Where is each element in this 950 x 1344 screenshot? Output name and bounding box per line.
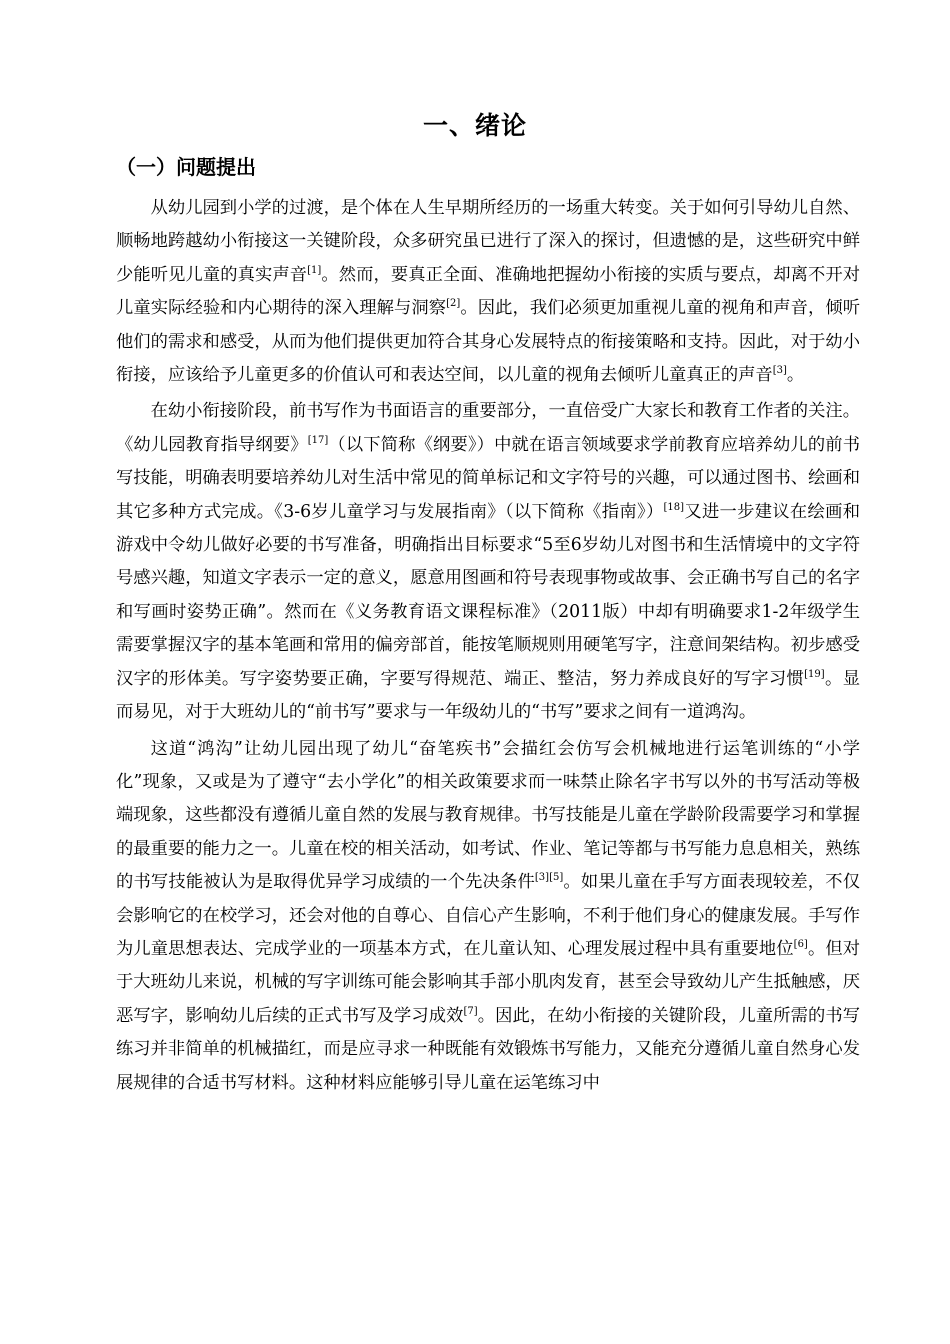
section-title: （一）问题提出 [116,155,256,179]
text-run: 。因此，在幼小衔接的关键阶段，儿童所需的书写练习并非简单的机械描红，而是应寻求一种既能有效锻炼书写能力，又能充分遵循儿童自然身心发展规律的合适书写材料。这种材料应能够引导儿童在运笔练习中 [116,1005,860,1093]
text-run: 又进一步建议在绘画和游戏中令幼儿做好必要的书写准备，明确指出目标要求“5至6岁幼儿对图书和生活情境中的文字符号感兴趣，知道文字表示一定的意义，愿意用图画和符号表现事物或故事、会正确书写自己的名字和写画时姿势正确”。然而在《义务教育语文课程标准》（2011版）中却有明确要求1-2年级学生需要掌握汉字的基本笔画和常用的偏旁部首，能按笔顺规则用硬笔写字，注意间架结构。初步感受汉字的形体美。写字姿势要正确，字要写得规范、端正、整洁，努力养成良好的写字习惯 [116,501,860,689]
citation-ref: [7] [463,1005,478,1017]
body-text [116,192,860,1103]
citation-ref: [3][5] [534,872,564,884]
text-run: 。因此，我们必须更加重视儿童的视角和声音，倾听他们的需求和感受，从而为他们提供更加符合其身心发展特点的衔接策略和支持。因此，对于幼小衔接，应该给予儿童更多的价值认可和表达空间，以儿童的视角去倾听儿童真正的声音 [116,298,860,386]
paragraph [116,395,860,729]
citation-ref: [18] [663,501,685,513]
text-run: 。 [786,365,805,386]
chapter-title: 一、绪论 [422,111,527,140]
text-run: 。然而，要真正全面、准确地把握幼小衔接的实质与要点，却离不开对儿童实际经验和内心期待的深入理解与洞察 [116,264,860,319]
text-run: 。显而易见，对于大班幼儿的“前书写”要求与一年级幼儿的“书写”要求之间有一道鸿沟。 [116,668,860,723]
citation-ref: [19] [804,668,825,680]
text-run: （以下简称《纲要》）中就在语言领域要求学前教育应培养幼儿的前书写技能，明确表明要培养幼儿对生活中常见的简单标记和文字符号的兴趣，可以通过图书、绘画和其它多种方式完成。《3-6岁儿童学习与发展指南》（以下简称《指南》） [116,434,860,522]
text-run: 这道“鸿沟”让幼儿园出现了幼儿“奋笔疾书”会描红会仿写会机械地进行运笔训练的“小学化”现象，又或是为了遵守“去小学化”的相关政策要求而一味禁止除名字书写以外的书写活动等极端现象，这些都没有遵循儿童自然的发展与教育规律。书写技能是儿童在学龄阶段需要学习和掌握的最重要的能力之一。儿童在校的相关活动，如考试、作业、笔记等都与书写能力息息相关，熟练的书写技能被认为是取得优异学习成绩的一个先决条件 [116,738,860,893]
citation-ref: [17] [307,435,329,447]
citation-ref: [3] [772,365,787,377]
citation-ref: [6] [793,939,808,951]
text-run: 。如果儿童在手写方面表现较差，不仅会影响它的在校学习，还会对他的自尊心、自信心产生影响，不利于他们身心的健康发展。手写作为儿童思想表达、完成学业的一项基本方式，在儿童认知、心理发展过程中具有重要地位 [116,872,860,959]
text-run: 在幼小衔接阶段，前书写作为书面语言的重要部分，一直倍受广大家长和教育工作者的关注。《幼儿园教育指导纲要》 [116,401,860,455]
text-run: 从幼儿园到小学的过渡，是个体在人生早期所经历的一场重大转变。关于如何引导幼儿自然、顺畅地跨越幼小衔接这一关键阶段，众多研究虽已进行了深入的探讨，但遗憾的是，这些研究中鲜少能听见儿童的真实声音 [116,198,860,285]
text-run: 。但对于大班幼儿来说，机械的写字训练可能会影响其手部小肌肉发育，甚至会导致幼儿产生抵触感，厌恶写字，影响幼儿后续的正式书写及学习成效 [116,938,860,1026]
citation-ref: [2] [446,298,461,310]
citation-ref: [1] [307,265,322,277]
paragraph [116,192,860,392]
paragraph [116,733,860,1100]
